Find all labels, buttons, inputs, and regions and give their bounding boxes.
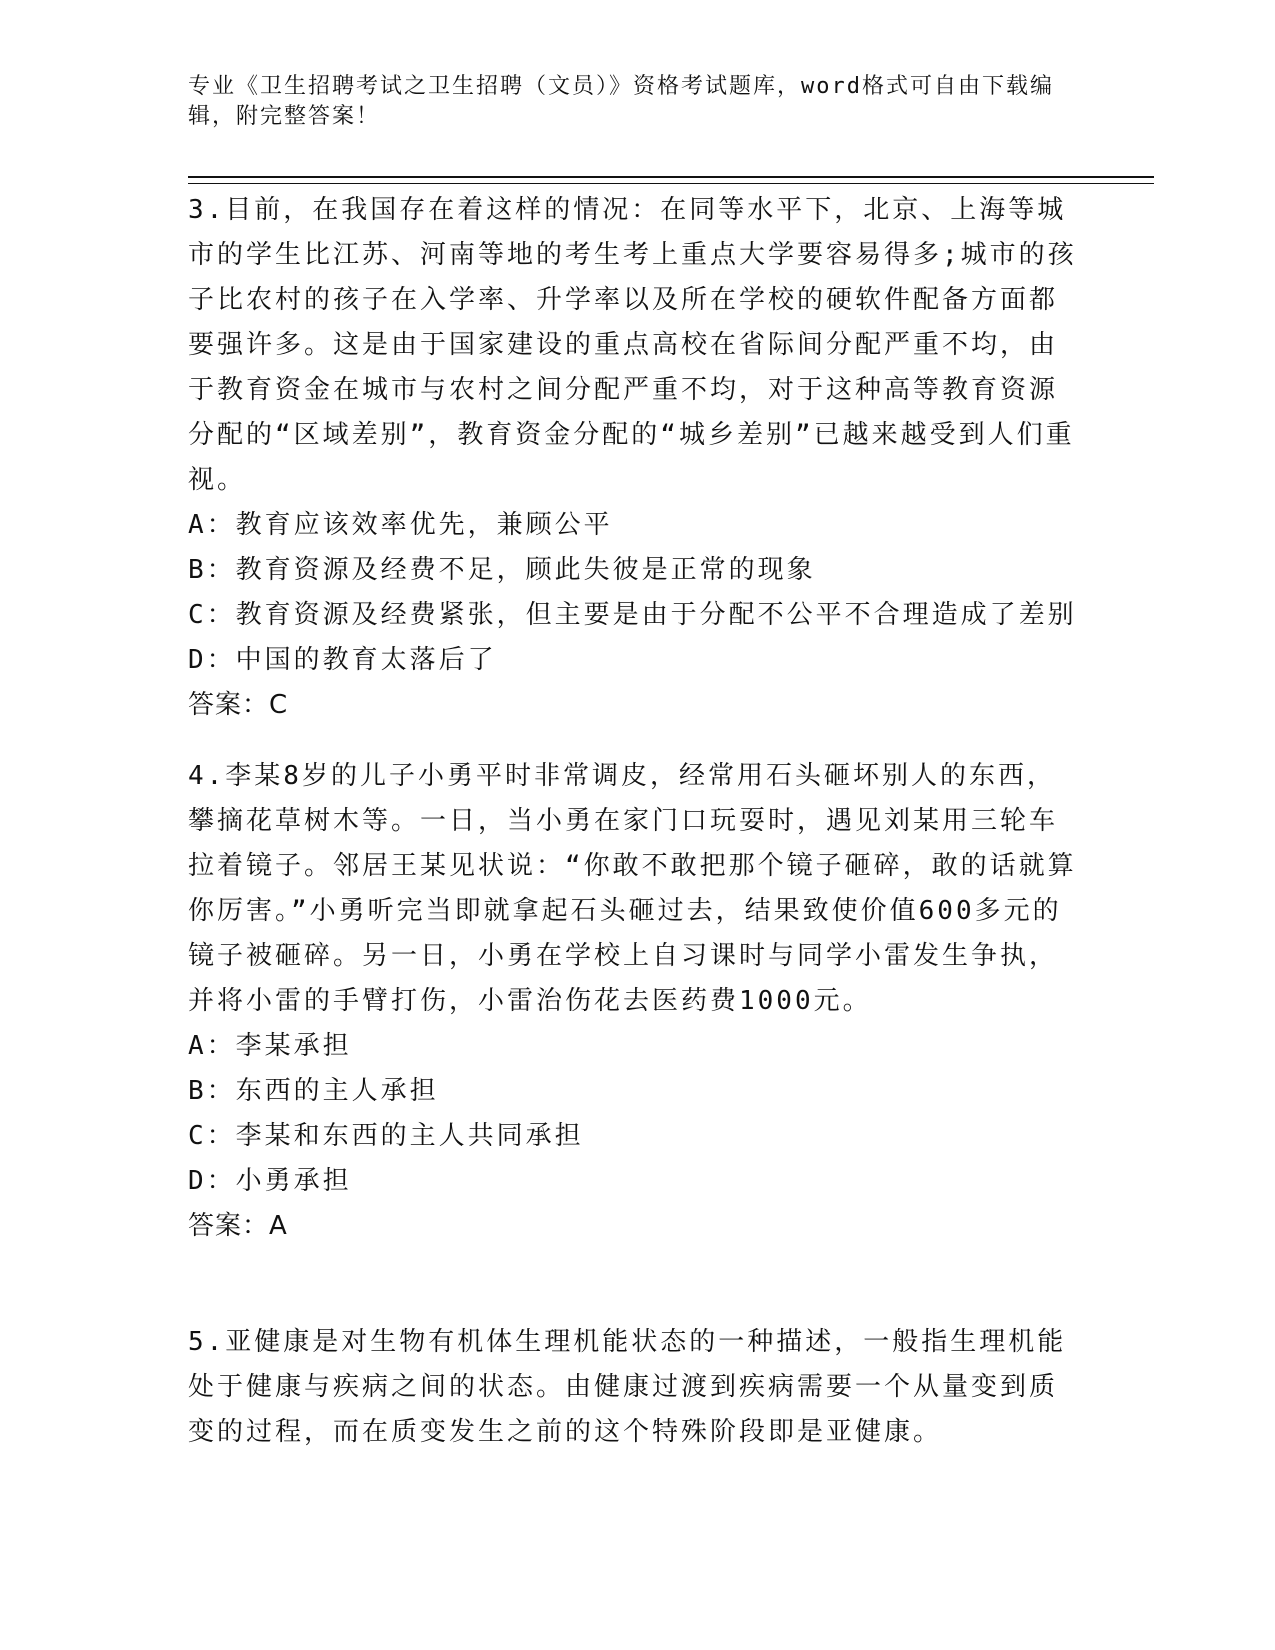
question-text: 4.李某8岁的儿子小勇平时非常调皮，经常用石头砸坏别人的东西，攀摘花草树木等。一日，当小勇在家门口玩耍时，遇见刘某用三轮车拉着镜子。邻居王某见状说：“你敢不敢把那个镜子砸碎，敢的话就算你厉害。”小勇听完当即就拿起石头砸过去，结果致使价值600多元的镜子被砸碎。另一日，小勇在学校上自习课时与同学小雷发生争执，并将小雷的手臂打伤，小雷治伤花去医药费1000元。: [188, 761, 1077, 1016]
option-c: C：教育资源及经费紧张，但主要是由于分配不公平不合理造成了差别: [188, 600, 1077, 630]
document-header: 专业《卫生招聘考试之卫生招聘（文员）》资格考试题库，word格式可自由下载编辑，附完整答案！: [188, 74, 1054, 129]
header-divider-thick: [188, 176, 1154, 178]
option-a: A：教育应该效率优先，兼顾公平: [188, 510, 613, 540]
question-5: [188, 1320, 1078, 1455]
answer: 答案：A: [188, 1211, 288, 1241]
answer: 答案：C: [188, 690, 289, 720]
option-b: B：东西的主人承担: [188, 1076, 439, 1106]
question-4: [188, 754, 1078, 1249]
option-a: A：李某承担: [188, 1031, 352, 1061]
option-b: B：教育资源及经费不足，顾此失彼是正常的现象: [188, 555, 816, 585]
option-c: C：李某和东西的主人共同承担: [188, 1121, 584, 1151]
question-3: [188, 188, 1078, 728]
option-d: D：小勇承担: [188, 1166, 352, 1196]
question-text: 5.亚健康是对生物有机体生理机能状态的一种描述，一般指生理机能处于健康与疾病之间的状态。由健康过渡到疾病需要一个从量变到质变的过程，而在质变发生之前的这个特殊阶段即是亚健康。: [188, 1327, 1067, 1447]
option-d: D：中国的教育太落后了: [188, 645, 497, 675]
header-divider-thin: [188, 183, 1154, 184]
question-text: 3.目前，在我国存在着这样的情况：在同等水平下，北京、上海等城市的学生比江苏、河南等地的考生考上重点大学要容易得多;城市的孩子比农村的孩子在入学率、升学率以及所在学校的硬软件配备方面都要强许多。这是由于国家建设的重点高校在省际间分配严重不均，由于教育资金在城市与农村之间分配严重不均，对于这种高等教育资源分配的“区域差别”，教育资金分配的“城乡差别”已越来越受到人们重视。: [188, 195, 1077, 495]
